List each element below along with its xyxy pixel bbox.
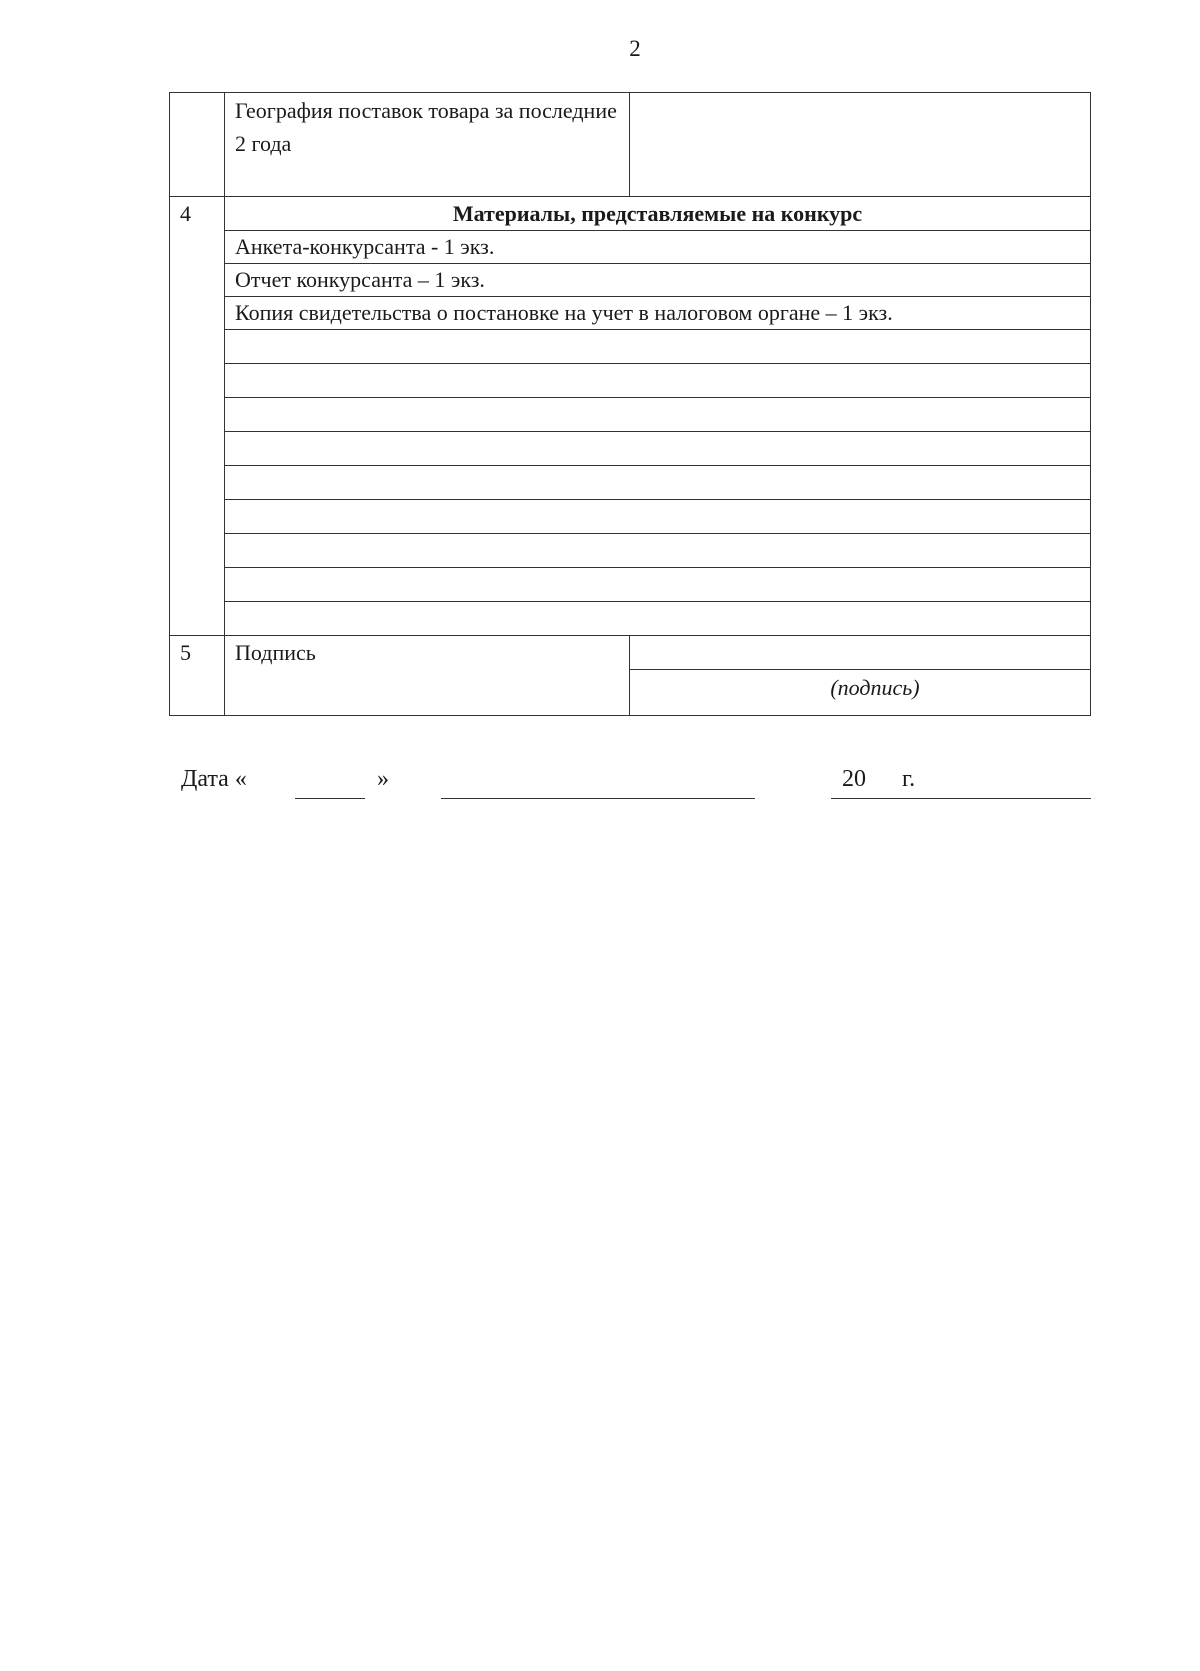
year-suffix: г.: [902, 766, 916, 792]
material-item: Отчет конкурсанта – 1 экз.: [225, 264, 1091, 297]
date-line: [181, 760, 1091, 806]
year-field[interactable]: [831, 798, 1091, 799]
day-field[interactable]: [295, 798, 365, 799]
table-row-empty: [170, 568, 1091, 602]
material-item: Копия свидетельства о постановке на учет в налоговом органе – 1 экз.: [225, 297, 1091, 330]
table-row-empty: [170, 466, 1091, 500]
date-close-quote: »: [377, 766, 389, 792]
page-number: 2: [629, 36, 641, 61]
month-field[interactable]: [441, 798, 755, 799]
table-row-empty: [170, 364, 1091, 398]
table-row-section-4-header: [170, 197, 1091, 231]
empty-material-cell[interactable]: [225, 500, 1091, 534]
table-row: [170, 264, 1091, 297]
table-row-geography: [170, 93, 1091, 197]
geography-value-cell[interactable]: [630, 93, 1091, 197]
section-title: Материалы, представляемые на конкурс: [225, 197, 1091, 231]
signature-cell: [630, 636, 1091, 716]
table-row-empty: [170, 330, 1091, 364]
row-number-cell: [170, 93, 225, 197]
empty-material-cell[interactable]: [225, 466, 1091, 500]
empty-material-cell[interactable]: [225, 364, 1091, 398]
table-row-empty: [170, 534, 1091, 568]
empty-material-cell[interactable]: [225, 534, 1091, 568]
empty-material-cell[interactable]: [225, 602, 1091, 636]
date-label: Дата «: [181, 766, 247, 792]
section-number: 4: [170, 197, 225, 636]
empty-material-cell[interactable]: [225, 398, 1091, 432]
application-form-table: [169, 92, 1091, 716]
section-number: 5: [170, 636, 225, 716]
signature-caption: (подпись): [830, 675, 920, 700]
empty-material-cell[interactable]: [225, 432, 1091, 466]
table-row-empty: [170, 500, 1091, 534]
table-row: [170, 231, 1091, 264]
table-row-empty: [170, 432, 1091, 466]
table-row-signature: [170, 636, 1091, 716]
material-item: Анкета-конкурсанта - 1 экз.: [225, 231, 1091, 264]
signature-label: Подпись: [225, 636, 630, 716]
year-prefix: 20: [842, 766, 866, 792]
table-row: [170, 297, 1091, 330]
empty-material-cell[interactable]: [225, 568, 1091, 602]
empty-material-cell[interactable]: [225, 330, 1091, 364]
table-row-empty: [170, 398, 1091, 432]
geography-label: География поставок товара за последние 2 года: [225, 93, 630, 197]
table-row-empty: [170, 602, 1091, 636]
signature-field[interactable]: [630, 636, 1090, 670]
